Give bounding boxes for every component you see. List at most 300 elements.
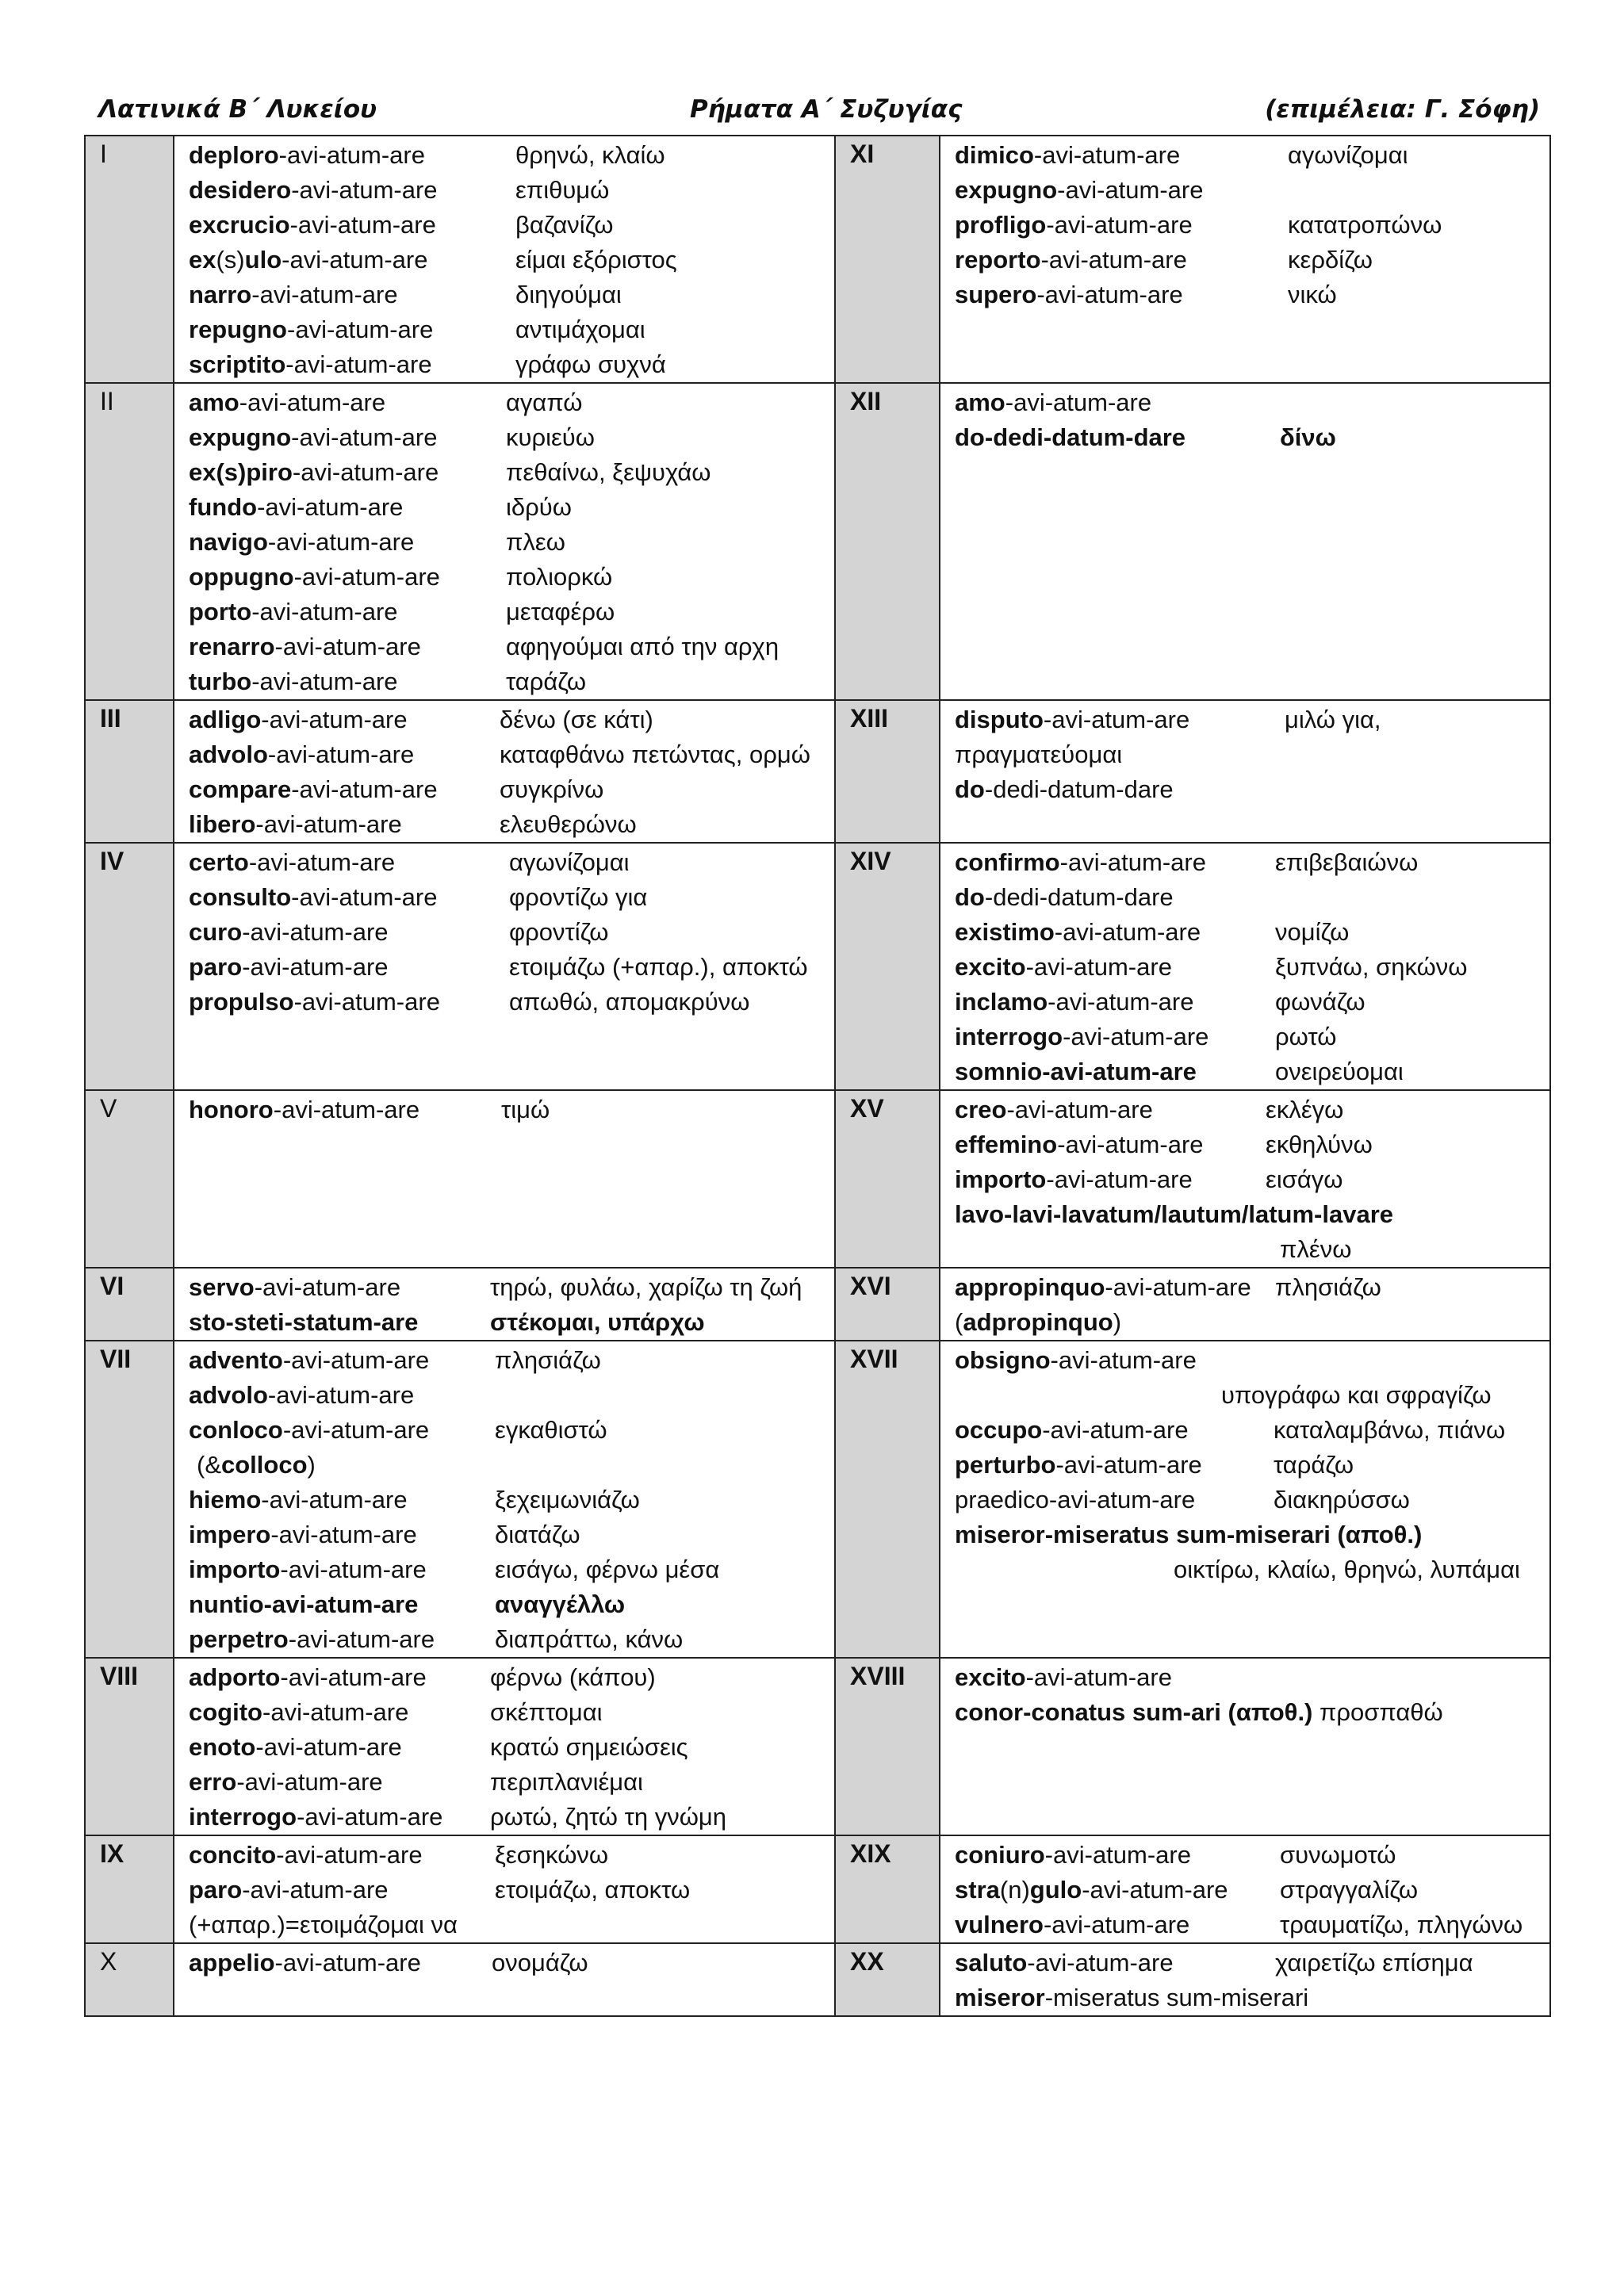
- verb-cell: [174, 1658, 835, 1835]
- latin-form: [189, 702, 408, 737]
- latin-bold: conor-conatus sum-ari (αποθ.): [955, 1698, 1313, 1726]
- latin-suffix: -avi-atum-are: [1082, 1876, 1228, 1904]
- row-numeral: IX: [85, 1835, 174, 1943]
- greek-meaning: διαπράττω, κάνω: [495, 1625, 684, 1653]
- header-title: Ρήματα Α΄ Συζυγίας: [690, 95, 963, 124]
- latin-form: [189, 1517, 417, 1552]
- greek-meaning: απωθώ, απομακρύνω: [509, 988, 750, 1016]
- verb-cell: [940, 1268, 1550, 1341]
- verb-entry: [189, 560, 834, 595]
- latin-root: amo: [189, 388, 239, 416]
- latin-form: [189, 1093, 419, 1127]
- latin-root: expugno: [189, 423, 292, 451]
- latin-suffix: -avi-atum-are: [285, 350, 432, 378]
- latin-suffix: -avi-atum-are: [239, 388, 386, 416]
- latin-suffix: -avi-atum-are: [280, 1663, 427, 1691]
- latin-form: [955, 1197, 1393, 1232]
- verb-cell: [174, 136, 835, 383]
- latin-suffix: -avi-atum-are: [1040, 246, 1187, 274]
- latin-root: effemino: [955, 1131, 1058, 1158]
- table-row: [85, 843, 1550, 1090]
- latin-suffix: -avi-atum-are: [242, 1876, 389, 1904]
- greek-meaning: μιλώ για,: [1285, 706, 1381, 733]
- verb-entry: [189, 915, 834, 950]
- greek-meaning: ετοιμάζω (+απαρ.), αποκτώ: [509, 953, 808, 981]
- table-row: [85, 1090, 1550, 1268]
- greek-meaning: νομίζω: [1275, 918, 1350, 946]
- latin-suffix: -avi-atum-are: [292, 458, 439, 486]
- latin-root: perpetro: [189, 1625, 289, 1653]
- table-row: [85, 1341, 1550, 1658]
- latin-suffix: -avi-atum-are: [278, 141, 425, 169]
- latin-form: [955, 1517, 1422, 1552]
- row-numeral: XV: [835, 1090, 940, 1268]
- latin-root: do: [955, 883, 985, 911]
- latin-form: [189, 1483, 408, 1517]
- verb-entry: [189, 490, 834, 525]
- greek-meaning: υπογράφω και σφραγίζω: [1221, 1381, 1492, 1409]
- table-row: [85, 136, 1550, 383]
- greek-meaning: δίνω: [1280, 423, 1336, 451]
- latin-form: [189, 560, 440, 595]
- latin-root: erro: [189, 1768, 237, 1796]
- latin-root: consulto: [189, 883, 292, 911]
- latin-suffix: -avi-atum-are: [1054, 918, 1201, 946]
- row-numeral: II: [85, 383, 174, 700]
- table-row: [85, 1658, 1550, 1835]
- latin-root: curo: [189, 918, 243, 946]
- latin-form: [189, 595, 398, 629]
- latin-root: certo: [189, 848, 249, 876]
- latin-suffix: -avi-atum-are: [1059, 848, 1206, 876]
- latin-root: impero: [189, 1521, 271, 1548]
- verb-entry: [955, 1197, 1549, 1232]
- verb-entry: [189, 173, 834, 208]
- table-row: [85, 1268, 1550, 1341]
- greek-meaning: διακηρύσσω: [1274, 1486, 1410, 1513]
- latin-form: [189, 347, 432, 382]
- greek-meaning: φροντίζω για: [509, 883, 648, 911]
- greek-meaning: ταράζω: [506, 668, 587, 695]
- greek-meaning: ρωτώ: [1275, 1023, 1337, 1050]
- row-numeral: XIX: [835, 1835, 940, 1943]
- latin-root: paro: [189, 1876, 243, 1904]
- greek-meaning: ξεχειμωνιάζω: [495, 1486, 640, 1513]
- latin-form: [189, 1873, 389, 1908]
- latin-root: concito: [189, 1841, 277, 1869]
- latin-suffix: -avi-atum-are: [1005, 388, 1152, 416]
- latin-suffix: -avi-atum-are: [1025, 1663, 1172, 1691]
- latin-suffix: -avi-atum-are: [1046, 1165, 1193, 1193]
- latin-root: creo: [955, 1096, 1007, 1123]
- verb-entry: [955, 208, 1549, 243]
- latin-form: [955, 138, 1180, 173]
- latin-root: propulso: [189, 988, 294, 1016]
- verb-entry: [955, 915, 1549, 950]
- greek-meaning: επιθυμώ: [515, 176, 610, 204]
- latin-form: praedico-avi-atum-are: [955, 1486, 1196, 1513]
- greek-meaning: εγκαθιστώ: [495, 1416, 607, 1444]
- verb-cell: [940, 1341, 1550, 1658]
- row-numeral: XIII: [835, 700, 940, 843]
- latin-form: [189, 1305, 418, 1340]
- latin-variant: colloco: [221, 1451, 308, 1479]
- latin-root: ex(s)piro: [189, 458, 293, 486]
- latin-form: [189, 243, 427, 277]
- greek-meaning: σκέπτομαι: [490, 1698, 603, 1726]
- latin-suffix: -avi-atum-are: [1025, 953, 1172, 981]
- latin-suffix: -avi-atum-are: [291, 883, 438, 911]
- latin-suffix: -avi-atum-are: [1055, 1451, 1202, 1479]
- greek-meaning: οικτίρω, κλαίω, θρηνώ, λυπάμαι: [1174, 1556, 1520, 1583]
- verb-entry: [955, 1980, 1549, 2015]
- row-numeral: XIV: [835, 843, 940, 1090]
- greek-meaning: νικώ: [1288, 281, 1337, 308]
- latin-root: servo: [189, 1273, 255, 1301]
- latin-form: [955, 1908, 1189, 1942]
- latin-root-part: stra: [955, 1876, 1000, 1904]
- greek-meaning: βαζανίζω: [515, 211, 614, 239]
- greek-meaning: φέρνω (κάπου): [490, 1663, 656, 1691]
- latin-root: appelio: [189, 1949, 275, 1976]
- latin-root: occupo: [955, 1416, 1043, 1444]
- latin-suffix: -dedi-datum-dare: [984, 883, 1174, 911]
- latin-form: [955, 1343, 1197, 1378]
- latin-form: [955, 915, 1201, 950]
- verb-entry: [955, 950, 1549, 985]
- greek-meaning: διατάζω: [495, 1521, 580, 1548]
- latin-form: [955, 208, 1193, 243]
- latin-form: [189, 950, 389, 985]
- verb-cell: [940, 1943, 1550, 2016]
- latin-form: [955, 1695, 1443, 1730]
- verb-entry: [189, 208, 834, 243]
- greek-meaning: θρηνώ, κλαίω: [515, 141, 665, 169]
- greek-meaning: ετοιμάζω, αποκτω: [495, 1876, 691, 1904]
- latin-form: [189, 880, 438, 915]
- latin-form: [189, 173, 438, 208]
- latin-suffix: -avi-atum-are: [289, 211, 436, 239]
- verb-entry: [189, 950, 834, 985]
- verb-cell: [174, 1341, 835, 1658]
- verb-entry: [955, 1270, 1549, 1305]
- latin-root: compare: [189, 775, 292, 803]
- latin-root: advolo: [189, 740, 268, 768]
- latin-suffix: -avi-atum-are: [1027, 1949, 1174, 1976]
- verb-entry: [189, 243, 834, 277]
- latin-root: paro: [189, 953, 243, 981]
- latin-root: hiemo: [189, 1486, 262, 1513]
- verb-entry: [955, 1378, 1549, 1413]
- row-numeral: VI: [85, 1268, 174, 1341]
- verb-cell: [174, 700, 835, 843]
- latin-root: inclamo: [955, 988, 1048, 1016]
- verb-entry: [955, 277, 1549, 312]
- page-header: [84, 95, 1543, 135]
- latin-root: coniuro: [955, 1841, 1045, 1869]
- latin-form: [189, 385, 385, 420]
- greek-meaning: καταφθάνω πετώντας, ορμώ: [500, 740, 810, 768]
- latin-form: [189, 1552, 427, 1587]
- verb-entry: [955, 1413, 1549, 1448]
- latin-form: [955, 243, 1187, 277]
- latin-bold: lavo-lavi-lavatum/lautum/latum-lavare: [955, 1200, 1394, 1228]
- greek-meaning: στέκομαι, υπάρχω: [490, 1308, 705, 1336]
- latin-suffix: -avi-atum-are: [282, 1346, 430, 1374]
- verb-entry: [189, 312, 834, 347]
- greek-meaning: εκλέγω: [1266, 1096, 1344, 1123]
- latin-root: miseror: [955, 1984, 1045, 2011]
- verb-entry: [189, 1517, 834, 1552]
- latin-root: adligo: [189, 706, 262, 733]
- latin-root: desidero: [189, 176, 292, 204]
- verb-entry: [955, 1908, 1549, 1942]
- verb-entry: [955, 772, 1549, 807]
- latin-form: [189, 1378, 414, 1413]
- row-numeral: IV: [85, 843, 174, 1090]
- latin-root: amo: [955, 388, 1005, 416]
- latin-suffix: -avi-atum-are: [293, 563, 440, 591]
- latin-form: [189, 1343, 429, 1378]
- latin-variant: adpropinquo: [963, 1308, 1113, 1336]
- latin-root: narro: [189, 281, 252, 308]
- latin-suffix: -avi-atum-are: [1044, 1841, 1191, 1869]
- greek-meaning: φροντίζω: [509, 918, 609, 946]
- latin-form: [955, 1093, 1153, 1127]
- latin-form: [189, 1730, 402, 1765]
- row-numeral: I: [85, 136, 174, 383]
- greek-meaning: συνωμοτώ: [1280, 1841, 1396, 1869]
- row-numeral: XI: [835, 136, 940, 383]
- verb-entry: [955, 702, 1549, 737]
- latin-form: [189, 312, 433, 347]
- verb-entry: [189, 664, 834, 699]
- verb-entry: [189, 1765, 834, 1800]
- latin-root-part: ulo: [244, 246, 282, 274]
- latin-root: libero: [189, 810, 256, 838]
- verb-cell: [174, 1090, 835, 1268]
- greek-meaning: ελευθερώνω: [500, 810, 637, 838]
- latin-suffix: -avi-atum-are: [251, 598, 398, 626]
- greek-meaning: αγαπώ: [506, 388, 583, 416]
- latin-suffix: -avi-atum-are: [242, 953, 389, 981]
- latin-form: [189, 1765, 383, 1800]
- latin-root: turbo: [189, 668, 252, 695]
- latin-root: excito: [955, 953, 1026, 981]
- latin-suffix: -avi-atum-are: [1033, 141, 1181, 169]
- verb-entry: [955, 1232, 1549, 1267]
- verb-entry: [189, 772, 834, 807]
- greek-meaning: καταλαμβάνω, πιάνω: [1274, 1416, 1506, 1444]
- verb-entry: [955, 1305, 1549, 1340]
- latin-suffix: -avi-atum-are: [267, 740, 415, 768]
- verb-cell: [940, 1090, 1550, 1268]
- verb-entry: [189, 1730, 834, 1765]
- latin-form: [189, 525, 414, 560]
- greek-meaning: δένω (σε κάτι): [500, 706, 653, 733]
- latin-form: [189, 1660, 427, 1695]
- latin-suffix: -avi-atum-are: [274, 633, 421, 660]
- latin-form: [189, 737, 414, 772]
- latin-form: [189, 915, 389, 950]
- latin-suffix: -avi-atum-are: [291, 423, 438, 451]
- latin-form: [189, 490, 403, 525]
- latin-form: [189, 772, 438, 807]
- latin-bold: miseror-miseratus sum-miserari (αποθ.): [955, 1521, 1423, 1548]
- latin-suffix: -avi-atum-are: [270, 1521, 417, 1548]
- latin-root: renarro: [189, 633, 275, 660]
- verb-entry: [955, 1054, 1549, 1089]
- verb-entry: [955, 1483, 1549, 1517]
- row-numeral: XVIII: [835, 1658, 940, 1835]
- latin-form: [189, 420, 438, 455]
- latin-form: [955, 1162, 1193, 1197]
- latin-form: [189, 1800, 442, 1835]
- greek-meaning: πεθαίνω, ξεψυχάω: [506, 458, 711, 486]
- verb-entry: [189, 385, 834, 420]
- latin-form: [189, 208, 436, 243]
- verb-entry: [955, 1127, 1549, 1162]
- latin-root: interrogo: [955, 1023, 1063, 1050]
- greek-inline: προσπαθώ: [1312, 1698, 1443, 1726]
- greek-meaning: πολιορκώ: [506, 563, 613, 591]
- verb-entry: [955, 420, 1549, 455]
- latin-suffix: -avi-atum-are: [282, 1416, 430, 1444]
- verb-cell: [940, 136, 1550, 383]
- latin-form: [189, 138, 425, 173]
- row-numeral: VIII: [85, 1658, 174, 1835]
- verb-entry: [955, 1448, 1549, 1483]
- greek-meaning: στραγγαλίζω: [1280, 1876, 1419, 1904]
- latin-root: dimico: [955, 141, 1034, 169]
- verb-entry: [955, 173, 1549, 208]
- latin-form: [189, 1946, 421, 1980]
- latin-form: [955, 1946, 1174, 1980]
- greek-meaning: ιδρύω: [506, 493, 572, 521]
- verb-entry: [955, 1695, 1549, 1730]
- latin-suffix: -avi-atum-are: [242, 918, 389, 946]
- greek-meaning: γράφω συχνά: [515, 350, 666, 378]
- verb-entry: [189, 525, 834, 560]
- verb-entry: [955, 1946, 1549, 1980]
- verb-entry: [189, 1378, 834, 1413]
- verb-entry: [189, 1946, 834, 1980]
- latin-form: [955, 845, 1206, 880]
- greek-meaning: συγκρίνω: [500, 775, 604, 803]
- table-row: [85, 1835, 1550, 1943]
- latin-form: [955, 1127, 1204, 1162]
- latin-suffix: -avi-atum-are: [251, 668, 398, 695]
- latin-root: conloco: [189, 1416, 283, 1444]
- latin-root: enoto: [189, 1733, 256, 1761]
- latin-root: reporto: [955, 246, 1041, 274]
- verb-entry: [955, 1093, 1549, 1127]
- greek-meaning: εισάγω: [1266, 1165, 1343, 1193]
- greek-meaning: αγωνίζομαι: [1288, 141, 1408, 169]
- latin-bold: nuntio-avi-atum-are: [189, 1590, 419, 1618]
- latin-form: [955, 420, 1185, 455]
- latin-suffix: -avi-atum-are: [1043, 706, 1190, 733]
- verb-entry: [189, 1587, 834, 1622]
- latin-form: [955, 173, 1204, 208]
- greek-meaning: πλένω: [1280, 1235, 1352, 1263]
- latin-suffix: -avi-atum-are: [236, 1768, 383, 1796]
- greek-meaning: αναγγέλλω: [495, 1590, 626, 1618]
- latin-form: [955, 1413, 1189, 1448]
- latin-suffix: -dedi-datum-dare: [984, 775, 1174, 803]
- verb-cell: [940, 383, 1550, 700]
- verb-cell: [174, 1835, 835, 1943]
- latin-suffix: -avi-atum-are: [1042, 1416, 1189, 1444]
- verb-entry: [189, 880, 834, 915]
- verb-entry: [189, 1660, 834, 1695]
- row-numeral: XX: [835, 1943, 940, 2016]
- latin-root: disputo: [955, 706, 1044, 733]
- verb-entry: [189, 1305, 834, 1340]
- latin-form: [955, 772, 1174, 807]
- verb-entry: [189, 1622, 834, 1657]
- verb-cell: [940, 1658, 1550, 1835]
- verb-entry: [189, 1695, 834, 1730]
- latin-form: (&colloco): [197, 1451, 316, 1479]
- verb-entry: [189, 1093, 834, 1127]
- latin-optional-letter: (s): [216, 246, 245, 274]
- verb-entry: [189, 1483, 834, 1517]
- latin-root: importo: [189, 1556, 281, 1583]
- latin-root: perturbo: [955, 1451, 1056, 1479]
- greek-meaning: τηρώ, φυλάω, χαρίζω τη ζωή: [490, 1273, 802, 1301]
- greek-meaning: αντιμάχομαι: [515, 316, 645, 343]
- latin-root: vulnero: [955, 1911, 1044, 1938]
- latin-form: [189, 985, 440, 1020]
- latin-suffix: -avi-atum-are: [282, 246, 428, 274]
- greek-meaning: επιβεβαιώνω: [1275, 848, 1419, 876]
- latin-form: πραγματεύομαι: [955, 740, 1123, 768]
- greek-meaning: πλεω: [506, 528, 565, 556]
- greek-meaning: τραυματίζω, πληγώνω: [1280, 1911, 1523, 1938]
- greek-meaning: μεταφέρω: [506, 598, 615, 626]
- row-numeral: III: [85, 700, 174, 843]
- verb-cell: [174, 1943, 835, 2016]
- latin-form: [189, 1587, 418, 1622]
- latin-root: expugno: [955, 176, 1058, 204]
- verb-cell: [940, 843, 1550, 1090]
- verb-entry: [955, 243, 1549, 277]
- greek-meaning: είμαι εξόριστος: [515, 246, 677, 274]
- latin-form: [955, 880, 1174, 915]
- latin-form: [189, 1622, 435, 1657]
- latin-suffix: -avi-atum-are: [291, 775, 438, 803]
- verb-entry: [189, 277, 834, 312]
- latin-suffix: -avi-atum-are: [261, 1486, 408, 1513]
- header-editor: (επιμέλεια: Γ. Σόφη): [1265, 95, 1540, 124]
- latin-bold: do-dedi-datum-dare: [955, 423, 1186, 451]
- latin-form: [189, 664, 398, 699]
- latin-root-part: gulo: [1029, 1876, 1082, 1904]
- latin-root: saluto: [955, 1949, 1028, 1976]
- greek-meaning: κρατώ σημειώσεις: [490, 1733, 688, 1761]
- verb-cell: [940, 700, 1550, 843]
- verb-entry: [955, 880, 1549, 915]
- latin-suffix: -avi-atum-are: [293, 988, 440, 1016]
- latin-bold: somnio-avi-atum-are: [955, 1058, 1197, 1085]
- row-numeral: XII: [835, 383, 940, 700]
- verb-cell: [174, 843, 835, 1090]
- latin-root: advento: [189, 1346, 283, 1374]
- latin-form: [955, 1980, 1308, 2015]
- greek-meaning: διηγούμαι: [515, 281, 622, 308]
- verb-entry: [189, 1448, 834, 1483]
